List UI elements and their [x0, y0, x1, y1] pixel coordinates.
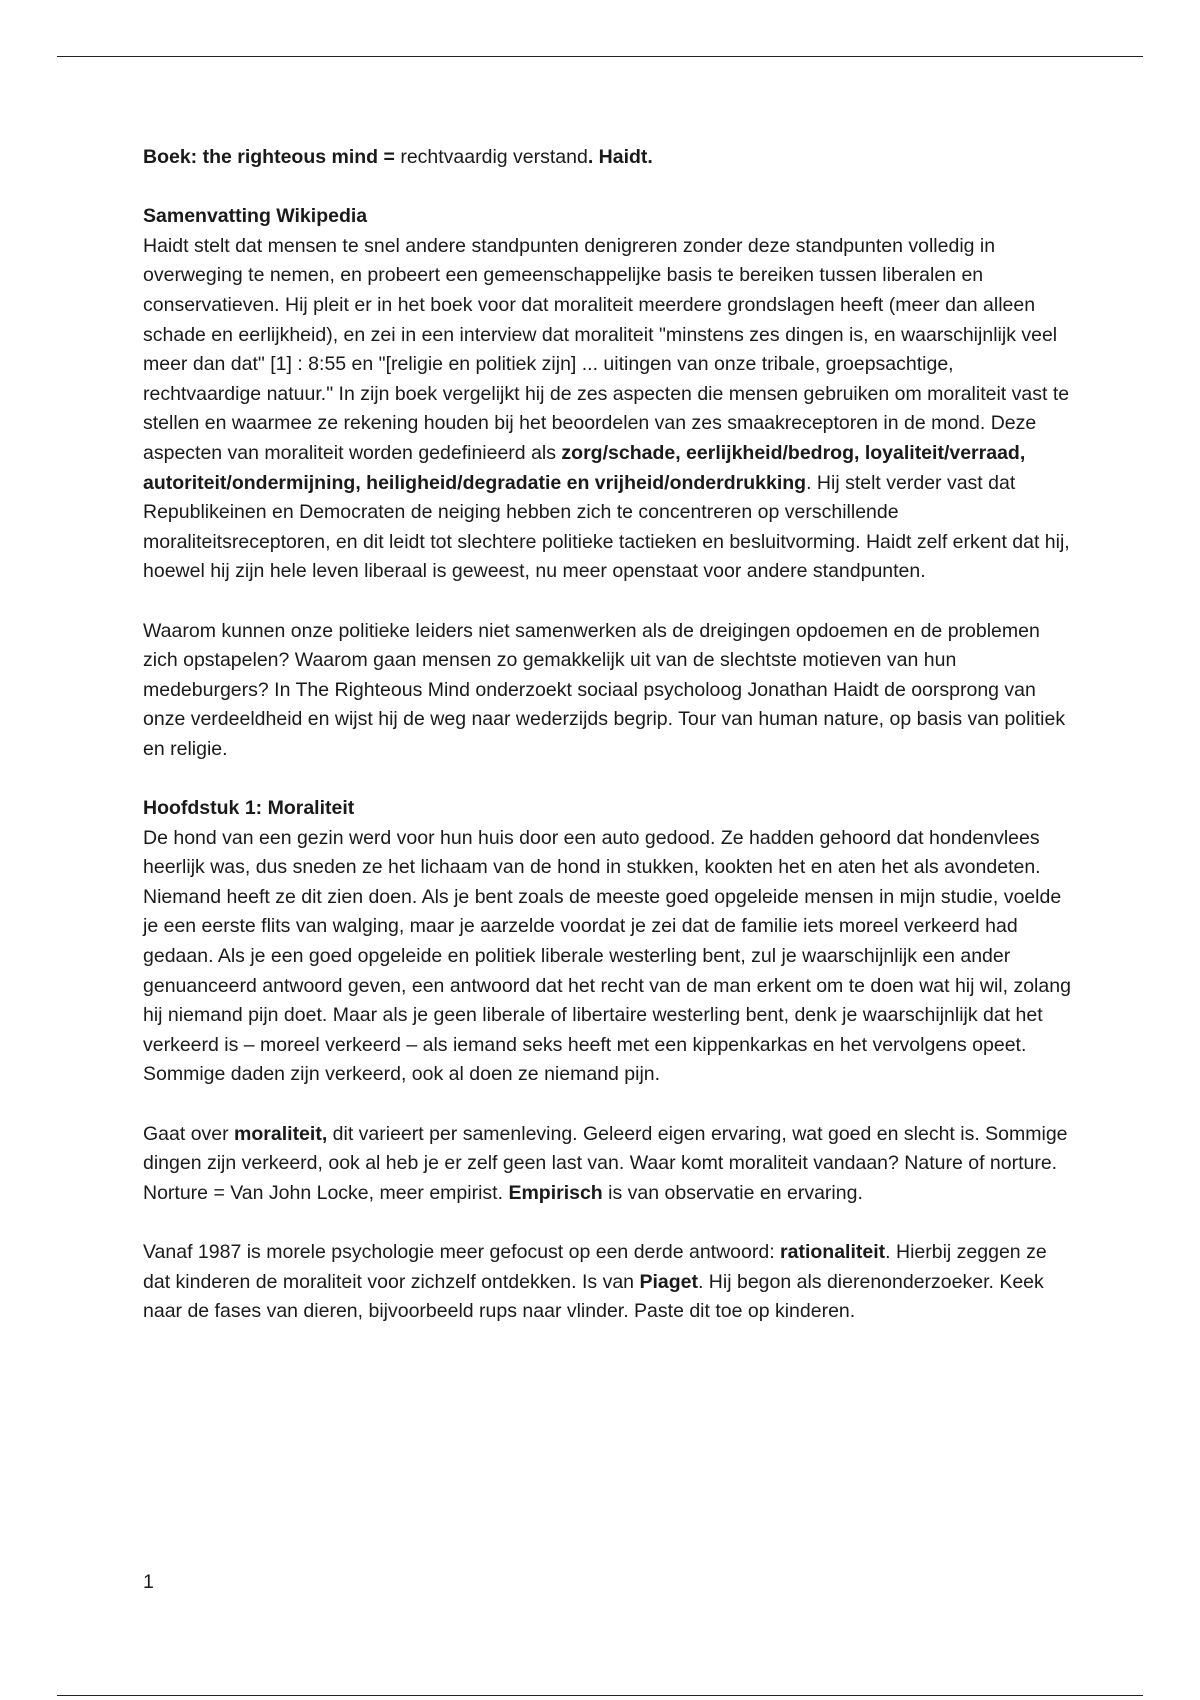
bold-text-run: zorg/schade, eerlijkheid/bedrog, loyaliteit/verraad, autoriteit/ondermijning, heiligheid/degradatie en vrijheid/onderdrukking [143, 441, 1026, 494]
text-run: Haidt stelt dat mensen te snel andere standpunten denigreren zonder deze standpunten volledig in overweging te nemen, en probeert een gemeenschappelijke basis te bereiken tussen liberalen en conservatieven. Hij pleit er in het boek voor dat moraliteit meerdere grondslagen heeft (meer dan alleen schade en eerlijkheid), en zei in een interview dat moraliteit "minstens zes dingen is, en waarschijnlijk veel meer dan dat" [1] : 8:55 en "[religie en politiek zijn] ... uitingen van onze tribale, groepsachtige, rechtvaardige natuur." In zijn boek vergelijkt hij de zes aspecten die mensen gebruiken om moraliteit vast te stellen en waarmee ze rekening houden bij het beoordelen van zes smaakreceptoren in de mond. Deze aspecten van moraliteit worden gedefinieerd als [143, 234, 1070, 464]
wikipedia-paragraph-2: Waarom kunnen onze politieke leiders niet samenwerken als de dreigingen opdoemen en de problemen zich opstapelen? Waarom gaan mensen zo gemakkelijk uit van de slechtste motieven van hun medeburgers? In The Righteous Mind onderzoekt sociaal psycholoog Jonathan Haidt de oorsprong van onze verdeeldheid en wijst hij de weg naar wederzijds begrip. Tour van human nature, op basis van politiek en religie. [143, 619, 1066, 760]
wikipedia-paragraph-1 [143, 232, 1073, 587]
text-run: dit varieert per samenleving. Geleerd eigen ervaring, wat goed en slecht is. Sommige dingen zijn verkeerd, ook al heb je er zelf geen last van. Waar komt moraliteit vandaan? Nature of norture. Norture = Van John Locke, meer empirist. [143, 1122, 1068, 1204]
text-run: . Hij begon als dierenonderzoeker. Keek naar de fases van dieren, bijvoorbeeld rups naar vlinder. Paste dit toe op kinderen. [143, 1270, 1044, 1323]
book-title-line [143, 143, 1073, 173]
spacer [143, 173, 1073, 203]
chapter-paragraph-3 [143, 1238, 1073, 1327]
text-run: is van observatie en ervaring. [602, 1181, 863, 1204]
book-translation: rechtvaardig verstand [394, 146, 588, 168]
spacer [143, 1090, 1073, 1120]
bold-text-run: Empirisch [508, 1181, 603, 1204]
bold-text-run: Piaget [639, 1270, 698, 1293]
text-run: Vanaf 1987 is morele psychologie meer gefocust op een derde antwoord: [143, 1240, 781, 1263]
page-number: 1 [143, 1571, 154, 1593]
footer-rule [57, 1695, 1143, 1696]
chapter-paragraph-2 [143, 1120, 1073, 1209]
text-run: Gaat over [143, 1122, 235, 1145]
book-author: . Haidt. [587, 146, 653, 168]
header-rule [57, 56, 1143, 57]
book-label: Boek: the righteous mind = [143, 146, 395, 168]
bold-text-run: rationaliteit [780, 1240, 886, 1263]
spacer [143, 587, 1073, 617]
chapter-paragraph-1: De hond van een gezin werd voor hun huis door een auto gedood. Ze hadden gehoord dat hondenvlees heerlijk was, dus sneden ze het lichaam van de hond in stukken, kookten het en aten het als avondeten. Niemand heeft ze dit zien doen. Als je bent zoals de meeste goed opgeleide mensen in mijn studie, voelde je een eerste flits van walging, maar je aarzelde voordat je zei dat de familie iets moreel verkeerd had gedaan. Als je een goed opgeleide en politiek liberale westerling bent, zul je waarschijnlijk een ander genuanceerd antwoord geven, een antwoord dat het recht van de man erkent om te doen wat hij wil, zolang hij niemand pijn doet. Maar als je geen liberale of libertaire westerling bent, denk je waarschijnlijk dat het verkeerd is – moreel verkeerd – als iemand seks heeft met een kippenkarkas en het vervolgens opeet. Sommige daden zijn verkeerd, ook al doen ze niemand pijn. [143, 826, 1071, 1086]
section-heading-wikipedia: Samenvatting Wikipedia [143, 205, 368, 228]
bold-text-run: moraliteit, [234, 1122, 328, 1145]
text-run: . Hierbij zeggen ze dat kinderen de moraliteit voor zichzelf ontdekken. Is van [143, 1240, 1047, 1293]
document-body [143, 143, 1073, 1327]
spacer [143, 1208, 1073, 1238]
text-run: . Hij stelt verder vast dat Republikeinen en Democraten de neiging hebben zich te concentreren op verschillende moraliteitsreceptoren, en dit leidt tot slechtere politieke tactieken en besluitvorming. Haidt zelf erkent dat hij, hoewel hij zijn hele leven liberaal is geweest, nu meer openstaat voor andere standpunten. [143, 471, 1070, 583]
spacer [143, 764, 1073, 794]
chapter-heading: Hoofdstuk 1: Moraliteit [143, 797, 355, 820]
